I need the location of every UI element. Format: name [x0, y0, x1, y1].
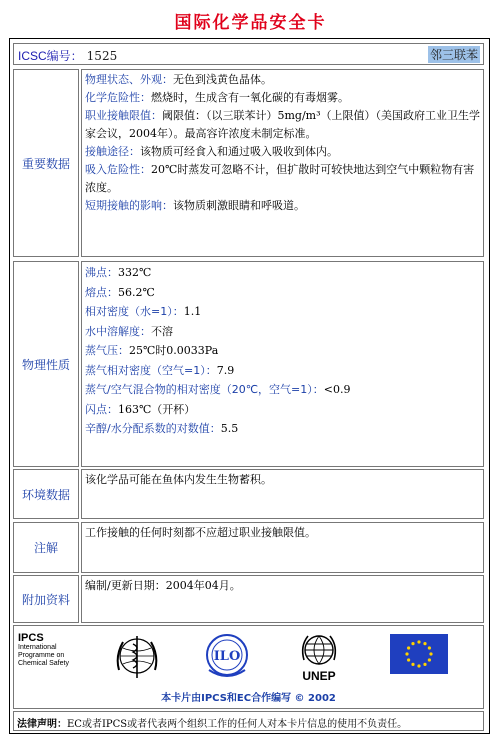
physical-properties-section	[13, 261, 484, 467]
important-data-body	[81, 69, 484, 257]
legal-disclaimer	[13, 711, 484, 731]
eu-star-icon	[411, 663, 414, 666]
physical-property-item-value: 7.9	[216, 363, 235, 377]
safety-card	[9, 38, 490, 734]
important-data-item-key: 短期接触的影响：	[85, 199, 173, 212]
important-data-item-key: 化学危险性：	[85, 91, 151, 104]
physical-property-item	[85, 380, 480, 400]
physical-property-item-key: 水中溶解度：	[85, 324, 151, 338]
ilo-emblem-icon	[204, 630, 250, 684]
important-data-item	[85, 107, 480, 143]
ilo-text: ILO	[213, 649, 241, 664]
eu-star-icon	[423, 642, 426, 645]
ipcs-sub-1: International	[18, 644, 57, 651]
physical-property-item-key: 辛醇/水分配系数的对数值：	[85, 422, 221, 435]
physical-property-item-value: 56.2℃	[118, 285, 155, 299]
important-data-item-value: 该物质可经食入和通过吸入吸收到体内。	[140, 145, 338, 158]
ipcs-sub-2: Programme on	[18, 652, 65, 659]
eu-star-icon	[428, 658, 431, 661]
unep-text: UNEP	[302, 669, 336, 683]
physical-property-item	[85, 341, 480, 361]
environment-body	[81, 469, 484, 519]
important-data-item-value: 阈限值：（以三联苯计）5mg/m³（上限值）（美国政府工业卫生学家会议，2004年）。最高容许浓度未制定标准。	[85, 109, 481, 140]
important-data-item-key: 接触途径：	[85, 145, 140, 158]
icsc-number	[18, 47, 117, 64]
chemical-name[interactable]: 邻三联苯	[429, 48, 478, 62]
physical-property-item	[85, 419, 480, 439]
physical-property-item-key: 沸点：	[85, 266, 118, 279]
important-data-section	[13, 69, 484, 257]
eu-star-icon	[417, 664, 420, 667]
notes-section	[13, 522, 484, 573]
eu-star-icon	[417, 640, 420, 643]
physical-property-item-value: 1.1	[183, 305, 202, 318]
physical-property-item-value: <0.9	[323, 383, 351, 396]
card-title: 国际化学品安全卡	[174, 13, 327, 33]
physical-property-item	[85, 400, 480, 420]
important-data-item-key: 物理状态、外观：	[85, 73, 173, 86]
important-data-item	[85, 161, 480, 197]
icsc-label: ICSC编号：	[18, 49, 83, 63]
important-data-item-key: 职业接触限值：	[85, 109, 162, 122]
important-data-item-key: 吸入危险性：	[85, 163, 151, 176]
legal-text: EC或者IPCS或者代表两个组织工作的任何人对本卡片信息的使用不负责任。	[67, 719, 408, 730]
physical-property-item-value: 不溶	[151, 324, 173, 338]
physical-properties-body	[81, 261, 484, 467]
eu-star-icon	[405, 652, 408, 655]
physical-property-item-key: 蒸气压：	[85, 344, 129, 357]
notes-body	[81, 522, 484, 573]
who-emblem-icon	[111, 630, 163, 684]
physical-properties-label: 物理性质	[13, 261, 79, 467]
eu-star-icon	[411, 642, 414, 645]
physical-property-item	[85, 283, 480, 303]
ipcs-title: IPCS	[18, 632, 44, 644]
eu-flag-icon	[390, 634, 448, 674]
important-data-label: 重要数据	[13, 69, 79, 257]
physical-property-item-key: 闪点：	[85, 402, 118, 416]
important-data-item-value: 20℃时蒸发可忽略不计，但扩散时可较快地达到空气中颗粒物有害浓度。	[85, 163, 475, 194]
physical-property-item-key: 蒸气相对密度（空气=1）：	[85, 363, 217, 377]
eu-star-icon	[429, 652, 432, 655]
important-data-item	[85, 143, 480, 161]
additional-info-section	[13, 575, 484, 623]
eu-star-icon	[407, 646, 410, 649]
additional-info-text: 编制/更新日期：2004年04月。	[85, 579, 241, 592]
important-data-item-value: 无色到浅黄色晶体。	[173, 73, 272, 86]
physical-property-item	[85, 263, 480, 283]
physical-property-item	[85, 361, 480, 381]
important-data-item-value: 该物质刺激眼睛和呼吸道。	[173, 199, 305, 212]
environment-text: 该化学品可能在鱼体内发生生物蓄积。	[85, 473, 272, 486]
ipcs-sub-3: Chemical Safety	[18, 660, 69, 667]
notes-label: 注解	[13, 522, 79, 573]
physical-property-item-value: 25℃时0.0033Pa	[129, 344, 219, 357]
eu-star-icon	[423, 663, 426, 666]
important-data-item-value: 燃烧时，生成含有一氧化碳的有毒烟雾。	[151, 91, 349, 104]
important-data-item	[85, 71, 480, 89]
additional-info-body	[81, 575, 484, 623]
physical-property-item-key: 相对密度（水=1）：	[85, 305, 184, 318]
footer-note: 本卡片由IPCS和EC合作编写 © 2002	[161, 693, 336, 704]
environment-label: 环境数据	[13, 469, 79, 519]
notes-text: 工作接触的任何时刻都不应超过职业接触限值。	[85, 526, 316, 539]
physical-property-item-value: 332℃	[118, 266, 152, 279]
physical-property-item	[85, 322, 480, 342]
card-header	[13, 43, 484, 65]
environment-section	[13, 469, 484, 519]
logo-bar	[13, 625, 484, 709]
legal-label: 法律声明：	[17, 719, 67, 730]
physical-property-item	[85, 302, 480, 322]
additional-info-label: 附加资料	[13, 575, 79, 623]
important-data-item	[85, 197, 480, 215]
ipcs-logo	[18, 632, 69, 668]
physical-property-item-key: 蒸气/空气混合物的相对密度（20℃，空气=1）：	[85, 383, 324, 396]
physical-property-item-value: 5.5	[220, 422, 239, 435]
icsc-value: 1525	[86, 49, 118, 63]
important-data-item	[85, 89, 480, 107]
physical-property-item-key: 熔点：	[85, 285, 118, 299]
eu-star-icon	[428, 646, 431, 649]
physical-property-item-value: 163℃（开杯）	[118, 402, 196, 416]
eu-star-icon	[407, 658, 410, 661]
unep-emblem-icon	[294, 630, 344, 688]
